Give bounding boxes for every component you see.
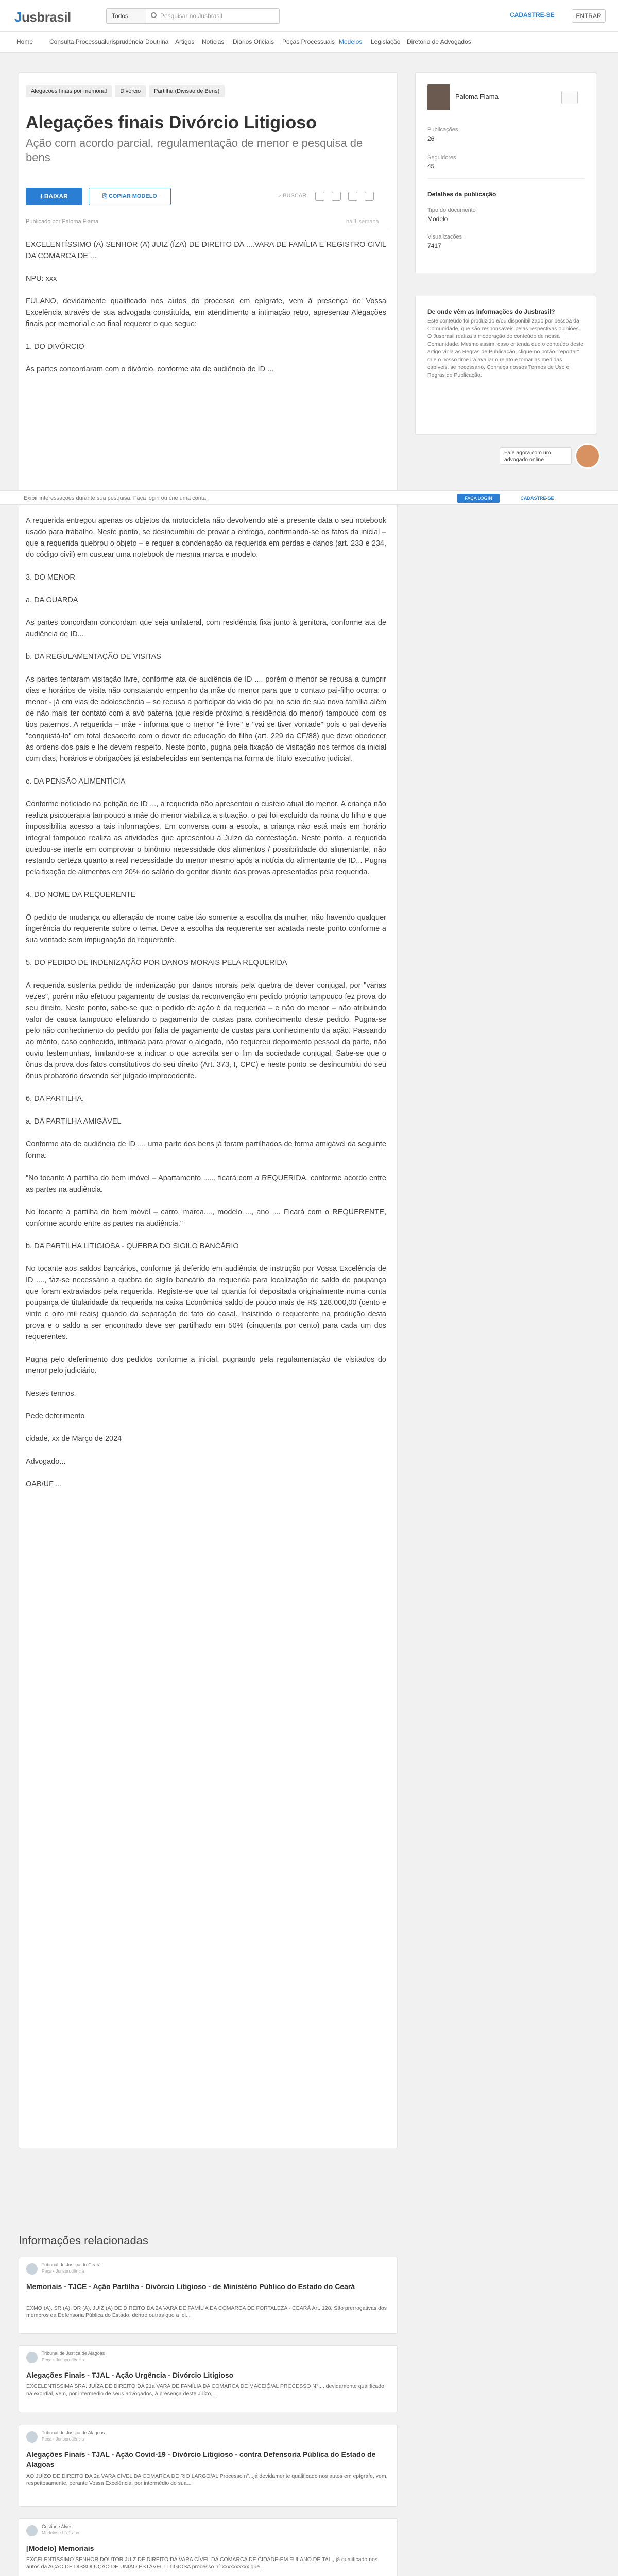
paragraph: Pede deferimento (26, 1412, 85, 1420)
paragraph: 1. DO DIVÓRCIO (26, 343, 84, 351)
main-nav (0, 32, 618, 53)
related-heading: Informações relacionadas (19, 2234, 148, 2247)
related-sub: Peça • Jurisprudência (42, 2268, 84, 2274)
follow-button[interactable] (561, 91, 578, 104)
section-heading: c. DA PENSÃO ALIMENTÍCIA (26, 777, 126, 786)
nav-pecas-processuais[interactable]: Peças Processuais (282, 38, 335, 45)
paragraph: No tocante aos saldos bancários, conforme já deferido em audiência de instrução por Vossa Excelência de ID ...., faz-se necessário a quebra do sigilo bancário da requerida para localização de saldo de poupança que foram extraviados pela requerida. Registe-se que tal quantia foi depositada originalmente numa conta poupança de titularidade da requerida na caixa Econômica saldo de pouco mais de R$ 128.000,00 (cento e vinte e oito mil reais) quando da separação de fato do casal. Insistindo o requerente na produção desta prova e o saldo a ser encontrado deve ser partilhado em 50% (cinquenta por cento) para cada um dos requerentes. (26, 1265, 386, 1341)
login-button[interactable]: ENTRAR (572, 9, 606, 23)
paragraph: Advogado... (26, 1458, 66, 1466)
nav-home[interactable]: Home (16, 38, 33, 45)
nav-noticias[interactable]: Notícias (202, 38, 225, 45)
banner-signup-button[interactable]: CADASTRE-SE (520, 496, 554, 501)
section-heading: 6. DA PARTILHA. (26, 1095, 84, 1103)
divider (427, 178, 585, 179)
paragraph: As partes concordam concordam que seja unilateral, com residência fixa junto à genitora, conforme ata de audiência de ID... (26, 619, 386, 638)
paragraph: Pugna pelo deferimento dos pedidos conforme a inicial, pugnando pela regulamentação de visitados do menor pelo judiciário. (26, 1355, 386, 1375)
paragraph: OAB/UF ... (26, 1480, 62, 1488)
nav-diarios-oficiais[interactable]: Diários Oficiais (233, 38, 274, 45)
section-heading: a. DA PARTILHA AMIGÁVEL (26, 1117, 122, 1126)
updated-time: há 1 semana (346, 218, 379, 225)
source-logo-icon (26, 2263, 38, 2275)
section-heading: 3. DO MENOR (26, 573, 75, 582)
author-logo-icon (26, 2525, 38, 2536)
followers-value: 45 (427, 163, 435, 170)
chat-bubble[interactable]: Fale agora com um advogado online (500, 447, 572, 465)
search-scope-select[interactable]: Todos (106, 8, 146, 24)
search-icon (151, 12, 157, 18)
nav-diretorio-advogados[interactable]: Diretório de Advogados (407, 38, 471, 45)
breadcrumb-chip[interactable]: Alegações finais por memorial (26, 85, 112, 97)
related-item[interactable] (19, 2257, 398, 2334)
section-heading: b. DA PARTILHA LITIGIOSA - QUEBRA DO SIGILO BANCÁRIO (26, 1242, 239, 1250)
publications-value: 26 (427, 135, 435, 142)
section-heading: 5. DO PEDIDO DE INDENIZAÇÃO POR DANOS MORAIS PELA REQUERIDA (26, 959, 287, 967)
paragraph: A requerida entregou apenas os objetos da motocicleta não devolvendo até a presente data o seu notebook usado para trabalho. Neste ponto, se desincumbiu de provar a entrega, confirmando-se os fatos da inicial – que a requerida quebrou o objeto – e requer a condenação da requerida em perdas e danos (art. 233 e 234, do código civil) em custear uma notebook de mesma marca e modelo. (26, 517, 386, 559)
bookmark-icon[interactable] (332, 192, 341, 201)
related-excerpt: EXCELENTÍSSIMO SENHOR DOUTOR JUIZ DE DIREITO DA VARA CÍVEL DA COMARCA DE CIDADE-EM FULANO DE TAL , já qualificado nos autos da AÇÃO DE DISSOLUÇÃO DE UNIÃO ESTÁVEL LITIGIOSA processo n° xxxxxxxxxx que... (26, 2556, 378, 2570)
share-icon[interactable] (315, 192, 324, 201)
breadcrumb-chip[interactable]: Partilha (Divisão de Bens) (149, 85, 225, 97)
section-heading: b. DA REGULAMENTAÇÃO DE VISITAS (26, 653, 161, 661)
breadcrumb (26, 85, 228, 97)
related-excerpt: EXCELENTÍSSIMA SRA. JUÍZA DE DIREITO DA 21a VARA DE FAMÍLIA DA COMARCA DE MACEIÓ/AL PROCESSO N°..., devidamente qualificado na exordial, vem, por intermédio de seus advogados, à presença deste Juízo,... (26, 2383, 384, 2397)
doc-type-value: Modelo (427, 215, 448, 223)
section-heading: 4. DO NOME DA REQUERENTE (26, 891, 136, 899)
download-button[interactable]: ⭳ BAIXAR (26, 188, 82, 205)
paragraph: EXCELENTÍSSIMO (A) SENHOR (A) JUIZ (ÍZA) DE DIREITO DA ....VARA DE FAMÍLIA E REGISTRO CIVIL DA COMARCA DE ... (26, 241, 386, 260)
login-banner-text: Exibir interessações durante sua pesquisa. Faça login ou crie uma conta. (24, 495, 208, 501)
info-title: De onde vêm as informações do Jusbrasil? (427, 308, 555, 315)
nav-modelos[interactable]: Modelos (339, 38, 363, 45)
print-icon[interactable] (348, 192, 357, 201)
source-logo-icon (26, 2431, 38, 2443)
paragraph: "No tocante à partilha do bem imóvel – Apartamento ....., ficará com a REQUERIDA, conforme acordo entre as partes na audiência. (26, 1174, 386, 1194)
related-source: Tribunal de Justiça de Alagoas (42, 2430, 105, 2435)
paragraph: No tocante à partilha do bem móvel – carro, marca...., modelo ..., ano .... Ficará com o REQUERENTE, conforme acordo entre as partes na audiência." (26, 1208, 386, 1228)
nav-legislacao[interactable]: Legislação (371, 38, 401, 45)
details-title: Detalhes da publicação (427, 191, 496, 198)
copy-model-button[interactable]: ⎘ COPIAR MODELO (89, 188, 171, 205)
related-title[interactable]: Alegações Finais - TJAL - Ação Covid-19 - Divórcio Litigioso - contra Defensoria Pública do Estado de Alagoas (26, 2450, 376, 2468)
related-item[interactable] (19, 2345, 398, 2412)
related-source: Tribunal de Justiça de Alagoas (42, 2351, 105, 2356)
published-by: Publicado por Paloma Fiama (26, 218, 99, 225)
login-banner (0, 490, 618, 505)
paragraph: A requerida sustenta pedido de indenização por danos morais pela quebra de dever conjugal, por "várias vezes", porém não efetuou pagamento de custas da reconvenção em pedido próprio tampouco fez prova do seu direito. Neste ponto, sabe-se que o pedido de ação é da requerida – e não do menor – não atribuindo valor de causa tampouco efetuando o pagamento de custas para conhecimento deste pedido. Pugna-se pelo não conhecimento do pedido por falta de pagamento de custas para conhecimento da ação. Passando ao mérito, caso conhecido, intimada para provar o alegado, não requereu depoimento pessoal da parte, não ouviu testemunhas, limitando-se a indicar o que acredita ser o fim da sociedade conjugal. Sabe-se que o ônus da prova dos fatos constitutivos do seu direito (Art. 373, I, CPC) e neste ponto se desincumbiu do seu ônus probatório devendo ser julgado improcedente. (26, 981, 386, 1080)
paragraph: Conforme ata de audiência de ID ..., uma parte dos bens já foram partilhados de forma amigável da seguinte forma: (26, 1140, 386, 1160)
paragraph: cidade, xx de Março de 2024 (26, 1435, 122, 1443)
nav-consulta-processual[interactable]: Consulta Processual (49, 38, 107, 45)
related-sub: Peça • Jurisprudência (42, 2436, 84, 2442)
paragraph: NPU: xxx (26, 275, 57, 283)
paragraph: Conforme noticiado na petição de ID ..., a requerida não apresentou o custeio atual do menor. A criança não realiza psicoterapia tampouco a mãe do menor viabiliza a situação, o pai foi excluído da rotina do filho e que impossibilita acesso a tais informações. Em conversa com a escola, a criança não está mais em horário integral tampouco realiza as atividades que apresentou à Juízo da contestação. Neste ponto, a requerida quedou-se inerte em comprovar o binômio necessidade dos alimentos / possibilidade do alimentante, não restando certeza quanto a real necessidade do menor mesmo após a notícia do alimentante de ID... Pugna pela fixação de alimentos em 20% do salário do genitor diante das provas apresentadas pela requerida. (26, 800, 386, 876)
nav-jurisprudencia[interactable]: Jurisprudência (103, 38, 144, 45)
lawyer-chat-avatar[interactable] (575, 443, 600, 469)
info-text: Este conteúdo foi produzido e/ou disponibilizado por pessoa da Comunidade, que são responsáveis pelas respectivas opiniões. O Jusbrasil realiza a moderação do conteúdo de nossa Comunidade. Mesmo assim, caso entenda que o conteúdo deste artigo viola as Regras de Publicação, clique no botão "reportar" que o nosso time irá avaliar o relato e tomar as medidas cabíveis, se necessário. Conheça nossos Termos de Uso e Regras de Publicação. (427, 318, 583, 378)
paragraph: O pedido de mudança ou alteração de nome cabe tão somente a escolha da mulher, não havendo qualquer ingerência do requerente sobre o tema. Deve a escolha da requerente ser acatada neste ponto conforme a sua vontade sem impugnação do requerente. (26, 913, 386, 944)
nav-artigos[interactable]: Artigos (175, 38, 195, 45)
related-sub: Modelos • há 1 ano (42, 2530, 79, 2535)
publications-label: Publicações (427, 127, 458, 133)
search-in-doc-button[interactable]: ⌕ BUSCAR (278, 193, 307, 199)
related-sub: Peça • Jurisprudência (42, 2357, 84, 2362)
related-item[interactable] (19, 2425, 398, 2507)
related-title[interactable]: Alegações Finais - TJAL - Ação Urgência - Divórcio Litigioso (26, 2371, 234, 2379)
paragraph: As partes concordaram com o divórcio, conforme ata de audiência de ID ... (26, 365, 274, 374)
search-input[interactable]: Pesquisar no Jusbrasil (146, 8, 280, 24)
jusbrasil-logo[interactable]: Jusbrasil (14, 9, 71, 25)
related-excerpt: EXMO (A), SR (A), DR (A), JUIZ (A) DE DIREITO DA 2A VARA DE FAMÍLIA DA COMARCA DE FORTALEZA - CEARÁ Art. 128. São prerrogativas dos membros da Defensoria Pública do Estado, dentre outras que a lei... (26, 2305, 387, 2318)
author-avatar[interactable] (427, 84, 450, 110)
nav-doutrina[interactable]: Doutrina (145, 38, 169, 45)
related-source: Tribunal de Justiça do Ceará (42, 2262, 101, 2267)
more-icon[interactable] (365, 192, 374, 201)
document-body (26, 515, 386, 2138)
author-name[interactable]: Paloma Fiama (455, 93, 499, 100)
related-title[interactable]: [Modelo] Memoriais (26, 2544, 94, 2552)
banner-login-button[interactable]: FAÇA LOGIN (457, 494, 500, 503)
doc-type-label: Tipo do documento (427, 207, 476, 213)
related-item[interactable] (19, 2518, 398, 2576)
views-value: 7417 (427, 242, 441, 249)
related-title[interactable]: Memoriais - TJCE - Ação Partilha - Divórcio Litigioso - de Ministério Público do Estado do Ceará (26, 2282, 355, 2291)
paragraph: As partes tentaram visitação livre, conforme ata de audiência de ID .... porém o menor se recusa a cumprir dias e horários de visita não constatando empenho da mãe do menor para que o contato pai-filho ocorra: o menor - já em vias de adolescência – se recusa a participar da vida do pai no seio de sua nova família além de não mais ter contato com a avó paterna (que reside próximo a residência do menor) tampouco com os tios paternos. A requerida – mãe - informa que o menor "é livre" e "vai se tiver vontade" pois o pai deveria "conquistá-lo" em total desacerto com o dever de educação do filho (art. 229 da CF/88) que deve obedecer às ordens dos pais e lhe devem respeito. Neste ponto, pugna pela fixação de visitação nos termos da inicial com dias, horários e obrigações já estabelecidas em sentença na forma de título executivo judicial. (26, 675, 386, 763)
signup-link[interactable]: CADASTRE-SE (510, 11, 555, 19)
related-excerpt: AO JUÍZO DE DIREITO DA 2a VARA CÍVEL DA COMARCA DE RIO LARGO/AL Processo n°...já devidamente qualificado nos autos em epígrafe, vem, respeitosamente, perante Vossa Excelência, por intermédio de sua... (26, 2473, 388, 2486)
page-subtitle: Ação com acordo parcial, regulamentação de menor e pesquisa de bens (26, 137, 363, 164)
page-title: Alegações finais Divórcio Litigioso (26, 113, 317, 132)
section-heading: a. DA GUARDA (26, 596, 78, 604)
paragraph: Nestes termos, (26, 1389, 76, 1398)
top-bar (0, 0, 618, 32)
source-logo-icon (26, 2352, 38, 2363)
followers-label: Seguidores (427, 155, 456, 161)
related-source: Cristiane Alves (42, 2524, 73, 2529)
document-body-top (26, 239, 386, 476)
paragraph: FULANO, devidamente qualificado nos autos do processo em epígrafe, vem à presença de Vossa Excelência através de sua advogada constituída, em atendimento a intimação retro, apresentar Alegações finais por memorial e ao final requerer o que segue: (26, 297, 386, 328)
views-label: Visualizações (427, 234, 462, 240)
breadcrumb-chip[interactable]: Divórcio (115, 85, 146, 97)
